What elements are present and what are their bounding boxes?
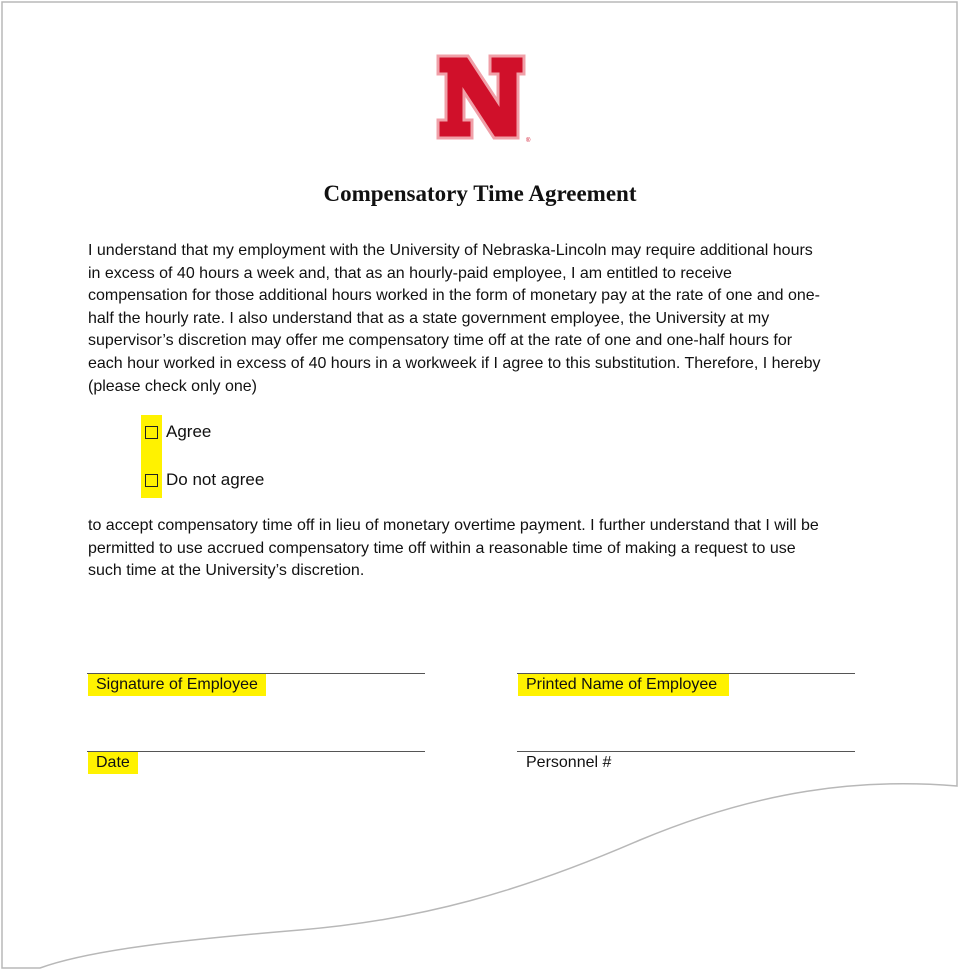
text-line: supervisor’s discretion may offer me compensatory time off at the rate of one and one-half hours for (88, 332, 793, 350)
signature-label: Signature of Employee (88, 674, 266, 696)
svg-text:®: ® (526, 138, 531, 144)
checkbox-do-not-agree[interactable] (145, 474, 158, 487)
text-line: to accept compensatory time off in lieu of monetary overtime payment. I further understand that I will be (88, 517, 819, 534)
text-line: I understand that my employment with the University of Nebraska-Lincoln may require additional hours (88, 242, 813, 259)
printed-name-label: Printed Name of Employee (518, 674, 729, 696)
text-line: half the hourly rate. I also understand that as a state government employee, the University at my (88, 309, 770, 327)
text-line: compensation for those additional hours worked in the form of monetary pay at the rate of one and one- (88, 287, 820, 305)
date-label: Date (88, 752, 138, 774)
option-label: Agree (166, 422, 212, 441)
document-title: Compensatory Time Agreement (323, 181, 637, 206)
text-line: (please check only one) (88, 377, 257, 395)
personnel-label: Personnel # (526, 754, 612, 771)
text-line: in excess of 40 hours a week and, that as an hourly-paid employee, I am entitled to receive (88, 264, 732, 282)
option-do-not-agree[interactable] (145, 470, 264, 490)
option-label: Do not agree (166, 470, 265, 489)
text-line: such time at the University’s discretion. (88, 562, 365, 580)
intro-paragraph (88, 240, 821, 398)
text-line: permitted to use accrued compensatory time off within a reasonable time of making a request to use (88, 539, 796, 557)
text-line: each hour worked in excess of 40 hours in a workweek if I agree to this substitution. Therefore, I hereby (88, 354, 821, 372)
option-agree[interactable] (145, 422, 211, 442)
checkbox-agree[interactable] (145, 426, 158, 439)
nebraska-n-logo (432, 50, 532, 146)
closing-paragraph (88, 515, 819, 583)
